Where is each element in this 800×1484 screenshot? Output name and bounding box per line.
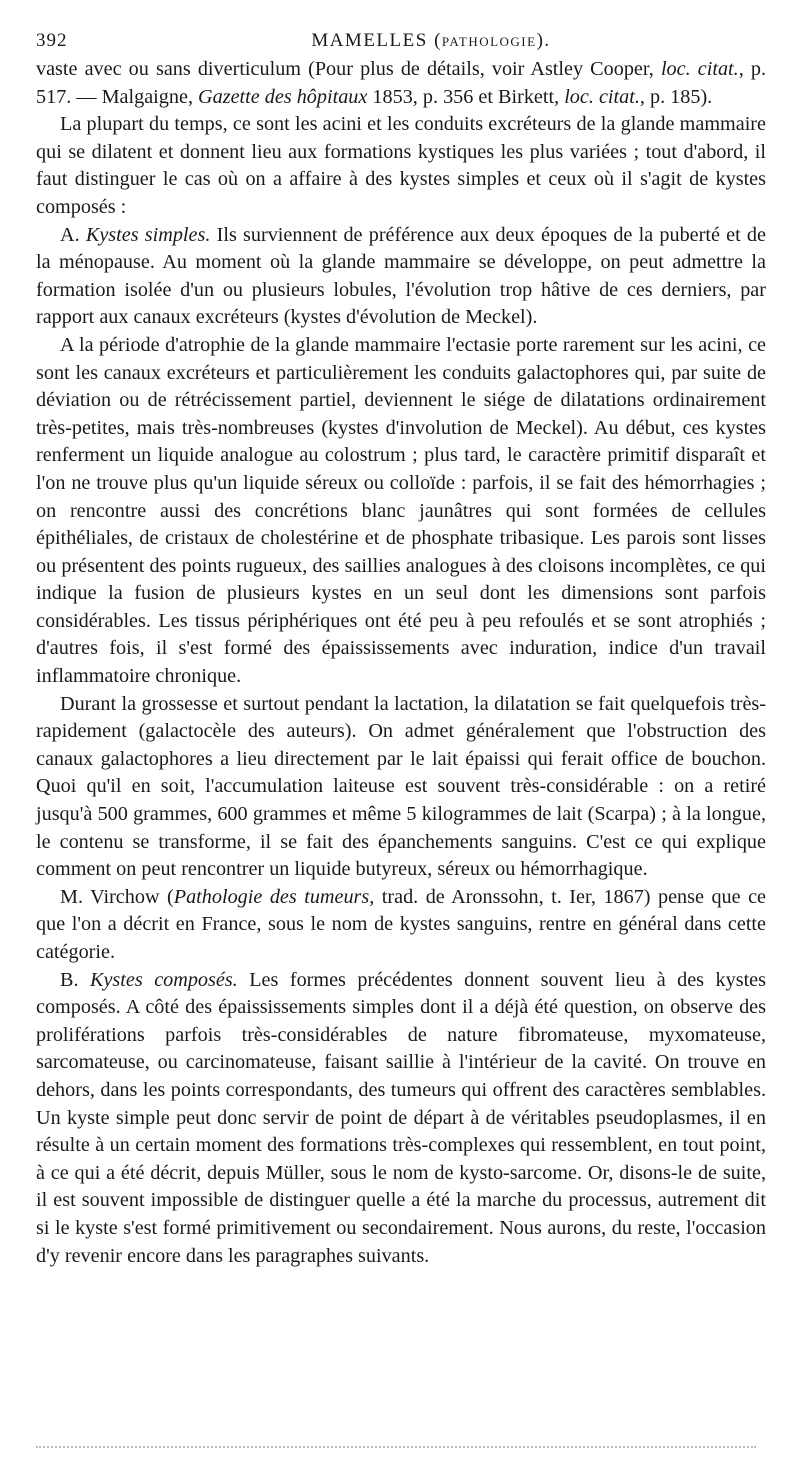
text-run: , p. 185). xyxy=(639,85,713,108)
paragraph-kystes-composes xyxy=(36,967,766,1271)
italic-citation: Gazette des hôpitaux xyxy=(198,85,368,108)
running-title-paren-close: ). xyxy=(536,30,551,51)
text-run: Ils surviennent de préférence aux deux époques de la puberté et de la ménopause. Au moment où la glande mammaire se développe, on peut admettre la formation isolée d'un ou plusieurs lobules, l'évolution trop hâtive de ces derniers, par rapport aux canaux excréteurs (kystes d'évolution de Meckel). xyxy=(36,223,766,329)
section-letter: B. xyxy=(60,968,90,991)
section-heading-kystes-simples: Kystes simples. xyxy=(85,223,211,246)
text-run: 1853, p. 356 et Birkett, xyxy=(367,85,565,108)
footer-dotted-rule xyxy=(36,1446,756,1448)
running-title-main: MAMELLES xyxy=(311,30,428,51)
text-run: A la période d'atrophie de la glande mammaire l'ectasie porte rarement sur les acini, ce sont les canaux excréteurs et particulièrement les conduits galactophores qui, par suite de déviation ou de rétrécissement partiel, deviennent le siége de dilatations ordinairement très-petites, mais très-nombreuses (kystes d'involution de Meckel). Au début, ces kystes renferment un liquide analogue au colostrum ; plus tard, le caractère primitif disparaît et l'on ne trouve plus qu'un liquide séreux ou colloïde : parfois, il se fait des hémorrhagies ; on rencontre aussi des concrétions blanc jaunâtres qui sont formées de cellules épithéliales, de cristaux de cholestérine et de phosphate tribasique. Les parois sont lisses ou présentent des points rugueux, des saillies analogues à des cloisons incomplètes, ce qui indique la fusion de plusieurs kystes en un seul dont les dimensions sont parfois considérables. Les tissus périphériques ont été peu à peu refoulés et se sont atrophiés ; d'autres fois, il s'est formé des épaississements avec induration, indice d'un travail inflammatoire chronique. xyxy=(36,333,766,688)
running-title-section: PATHOLOGIE xyxy=(441,34,537,49)
paragraph-intro xyxy=(36,111,766,221)
running-title xyxy=(36,26,766,57)
running-title-paren-open: ( xyxy=(427,30,442,51)
italic-citation: loc. citat. xyxy=(660,58,739,80)
page-header xyxy=(36,26,766,56)
text-run: vaste avec ou sans diverticulum (Pour plus de détails, voir Astley Cooper, xyxy=(36,58,661,80)
paragraph-grossesse xyxy=(36,691,766,884)
text-run: Durant la grossesse et surtout pendant la lactation, la dilatation se fait quelquefois très-rapidement (galactocèle des auteurs). On admet généralement que l'obstruction des canaux galactophores a lieu directement par le lait épaissi qui ferait office de bouchon. Quoi qu'il en soit, l'accumulation laiteuse est souvent très-considérable : on a retiré jusqu'à 500 grammes, 600 grammes et même 5 kilogrammes de lait (Scarpa) ; à la longue, le contenu se transforme, il se fait des épanchements sanguins. C'est ce qui explique comment on peut rencontrer un liquide butyreux, séreux ou hémorrhagique. xyxy=(36,692,766,881)
page-number: 392 xyxy=(36,30,68,51)
text-run: M. Virchow ( xyxy=(60,885,174,908)
book-page xyxy=(36,26,766,1270)
paragraph-atrophie xyxy=(36,332,766,691)
paragraph-virchow xyxy=(36,884,766,967)
section-heading-kystes-composes: Kystes composés. xyxy=(90,968,238,991)
paragraph-kystes-simples xyxy=(36,222,766,332)
section-letter: A. xyxy=(60,223,86,246)
text-run: La plupart du temps, ce sont les acini et les conduits excréteurs de la glande mammaire qui se dilatent et donnent lieu aux formations kystiques les plus variées ; tout d'abord, il faut distinguer le cas où on a affaire à des kystes simples et ceux où il s'agit de kystes composés : xyxy=(36,113,766,218)
text-run: , trad. de Aronssohn, t. Ier, 1867) pense que ce que l'on a décrit en France, sous le nom de kystes sanguins, rentre en général dans cette catégorie. xyxy=(36,885,766,963)
body-text xyxy=(36,56,766,1270)
text-run: , p. 517. — Malgaigne, xyxy=(36,58,766,108)
text-run: Les formes précédentes donnent souvent lieu à des kystes composés. A côté des épaississements simples dont il a déjà été question, on observe des proliférations parfois très-considérables de nature fibromateuse, myxomateuse, sarcomateuse, ou carcinomateuse, faisant saillie à l'intérieur de la cavité. On trouve en dehors, dans les points correspondants, des tumeurs qui offrent des caractères semblables. Un kyste simple peut donc servir de point de départ à de véritables pseudoplasmes, il en résulte à un certain moment des formations très-complexes qui ressemblent, en tout point, à ce qui a été décrit, depuis Müller, sous le nom de kysto-sarcome. Or, disons-le de suite, il est souvent impossible de distinguer quelle a été la marche du processus, autrement dit si le kyste s'est formé primitivement ou secondairement. Nous aurons, du reste, l'occasion d'y revenir encore dans les paragraphes suivants. xyxy=(36,968,766,1267)
italic-citation: Pathologie des tumeurs xyxy=(173,885,370,908)
paragraph-reference-continuation xyxy=(36,56,766,111)
italic-citation: loc. citat. xyxy=(564,85,640,108)
